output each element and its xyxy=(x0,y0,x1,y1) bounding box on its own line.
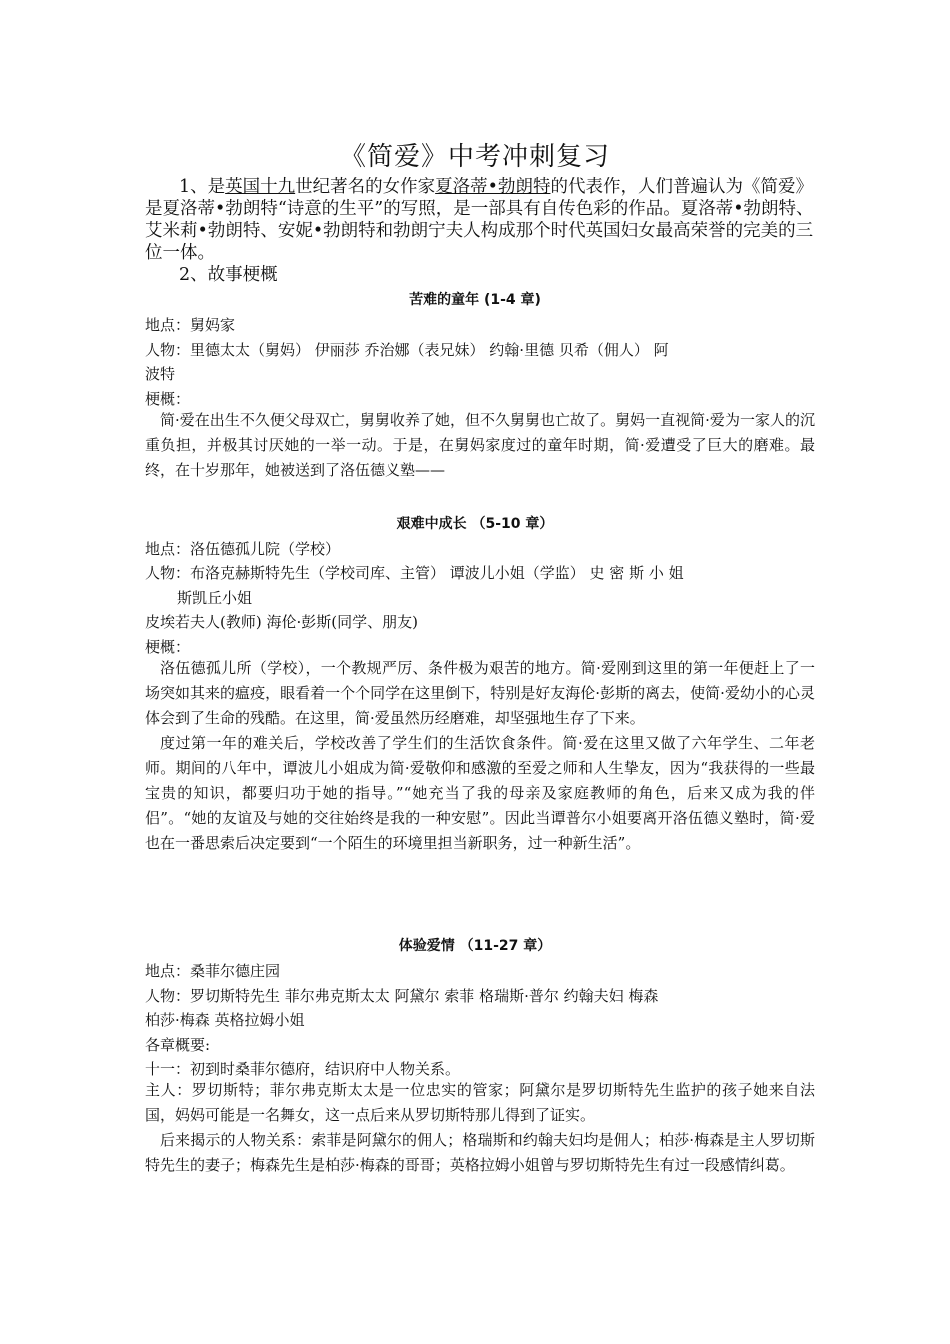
section3-chapter-11-detail xyxy=(145,1078,815,1178)
intro-author: 夏洛蒂•勃朗特 xyxy=(435,177,551,197)
intro-text: 世纪著名的女作家 xyxy=(295,177,436,197)
section3-reveal-text: 后来揭示的人物关系：索菲是阿黛尔的佣人；格瑞斯和约翰夫妇均是佣人；柏莎·梅森是主人罗切斯特先生的妻子；梅森先生是柏莎·梅森的哥哥；英格拉姆小姐曾与罗切斯特先生有过一段感情纠葛。 xyxy=(145,1131,815,1174)
section3-people-cont: 柏莎·梅森 英格拉姆小姐 xyxy=(145,1011,305,1029)
section3-chapters-label: 各章概要: xyxy=(145,1036,211,1054)
section-heading-growth: 艰难中成长 （5-10 章） xyxy=(396,516,554,532)
section2-place: 地点：洛伍德孤儿院（学校） xyxy=(145,540,341,558)
section1-people: 人物：里德太太（舅妈） 伊丽莎 乔治娜（表兄妹） 约翰·里德 贝希（佣人） 阿 xyxy=(145,341,669,359)
section2-summary-text: 洛伍德孤儿所（学校），一个教规严厉、条件极为艰苦的地方。简·爱刚到这里的第一年便赶上了一场突如其来的瘟疫，眼看着一个个同学在这里倒下，特别是好友海伦·彭斯的离去，使简·爱幼小的心灵体会到了生命的残酷。在这里，简·爱虽然历经磨难，却坚强地生存了下来。 xyxy=(145,659,815,727)
intro-paragraph xyxy=(145,176,815,286)
section3-place: 地点：桑菲尔德庄园 xyxy=(145,962,281,980)
section1-summary-label: 梗概： xyxy=(145,390,191,408)
section1-people-cont: 波特 xyxy=(145,365,176,383)
section1-place: 地点：舅妈家 xyxy=(145,316,236,334)
section1-summary xyxy=(145,408,815,483)
section3-chapter-11: 十一：初到时桑菲尔德府，结识府中人物关系。 xyxy=(145,1060,461,1078)
intro-text: 的代表作，人们普遍认为《简爱》是夏洛蒂•勃朗特“诗意的生平”的写照，是一部具有自传色彩的作品。夏洛蒂•勃朗特、艾米莉•勃朗特、安妮•勃朗特和勃朗宁夫人构成那个时代英国妇女最高荣誉的完美的三位一体。 xyxy=(145,177,814,263)
section-heading-love: 体验爱情 （11-27 章） xyxy=(398,938,552,954)
intro-text: 1、是 xyxy=(179,177,226,197)
section2-people-cont: 斯凯丘小姐 xyxy=(177,589,253,607)
intro-story-heading: 2、故事梗概 xyxy=(179,265,278,285)
page-title: 《简爱》中考冲刺复习 xyxy=(339,142,610,172)
section3-detail-text: 主人：罗切斯特；菲尔弗克斯太太是一位忠实的管家；阿黛尔是罗切斯特先生监护的孩子她来自法国，妈妈可能是一名舞女，这一点后来从罗切斯特那儿得到了证实。 xyxy=(145,1081,815,1124)
section2-summary-label: 梗概： xyxy=(145,638,191,656)
section-heading-childhood: 苦难的童年 (1-4 章) xyxy=(409,292,541,308)
section2-summary xyxy=(145,656,815,856)
section2-people: 人物：布洛克赫斯特先生（学校司库、主管） 谭波儿小姐（学监） 史 密 斯 小 姐 xyxy=(145,564,684,582)
section2-people-teachers: 皮埃若夫人(教师) 海伦·彭斯(同学、朋友) xyxy=(145,613,418,631)
intro-country: 英国十九 xyxy=(225,177,296,197)
section3-people: 人物：罗切斯特先生 菲尔弗克斯太太 阿黛尔 索菲 格瑞斯·普尔 约翰夫妇 梅森 xyxy=(145,987,659,1005)
section1-summary-text: 简·爱在出生不久便父母双亡，舅舅收养了她，但不久舅舅也亡故了。舅妈一直视简·爱为一家人的沉重负担，并极其讨厌她的一举一动。于是，在舅妈家度过的童年时期，简·爱遭受了巨大的磨难。最终，在十岁那年，她被送到了洛伍德义塾—— xyxy=(145,411,815,479)
section2-summary-text: 度过第一年的难关后，学校改善了学生们的生活饮食条件。简·爱在这里又做了六年学生、二年老师。期间的八年中，谭波儿小姐成为简·爱敬仰和感激的至爱之师和人生挚友，因为“我获得的一些最宝贵的知识，都要归功于她的指导。”“她充当了我的母亲及家庭教师的角色，后来又成为我的伴侣”。“她的友谊及与她的交往始终是我的一种安慰”。因此当谭普尔小姐要离开洛伍德义塾时，简·爱也在一番思索后决定要到“一个陌生的环境里担当新职务，过一种新生活”。 xyxy=(145,734,815,852)
